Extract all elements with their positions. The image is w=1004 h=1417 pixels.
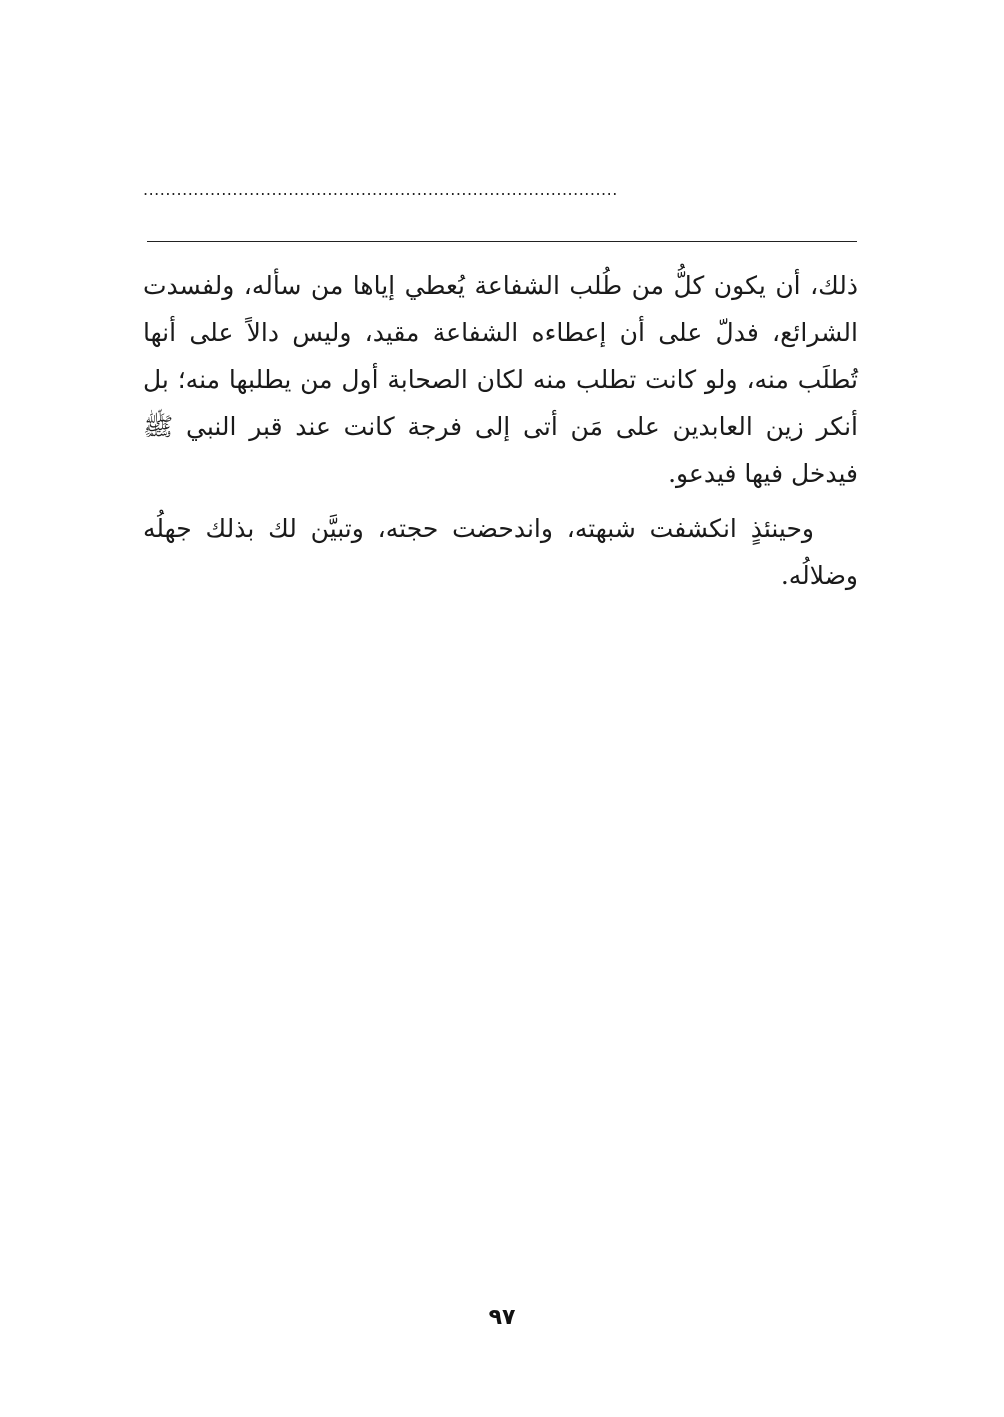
main-text: [143, 262, 858, 599]
dotted-separator: .....................................................................................: [143, 180, 618, 199]
horizontal-rule: [147, 241, 857, 242]
paragraph-1: ذلك، أن يكون كلُّ من طُلب الشفاعة يُعطي إياها من سأله، ولفسدت الشرائع، فدلّ على أن إعطاءه الشفاعة مقيد، وليس دالاً على أنها تُطلَب منه، ولو كانت تطلب منه لكان الصحابة أول من يطلبها منه؛ بل أنكر زين العابدين على مَن أتى إلى فرجة كانت عند قبر النبي ﷺ فيدخل فيها فيدعو.: [143, 271, 858, 488]
paragraph-2: وحينئذٍ انكشفت شبهته، واندحضت حجته، وتبيَّن لك بذلك جهلُه وضلالُه.: [143, 514, 858, 590]
page-number: ٩٧: [488, 1305, 516, 1330]
